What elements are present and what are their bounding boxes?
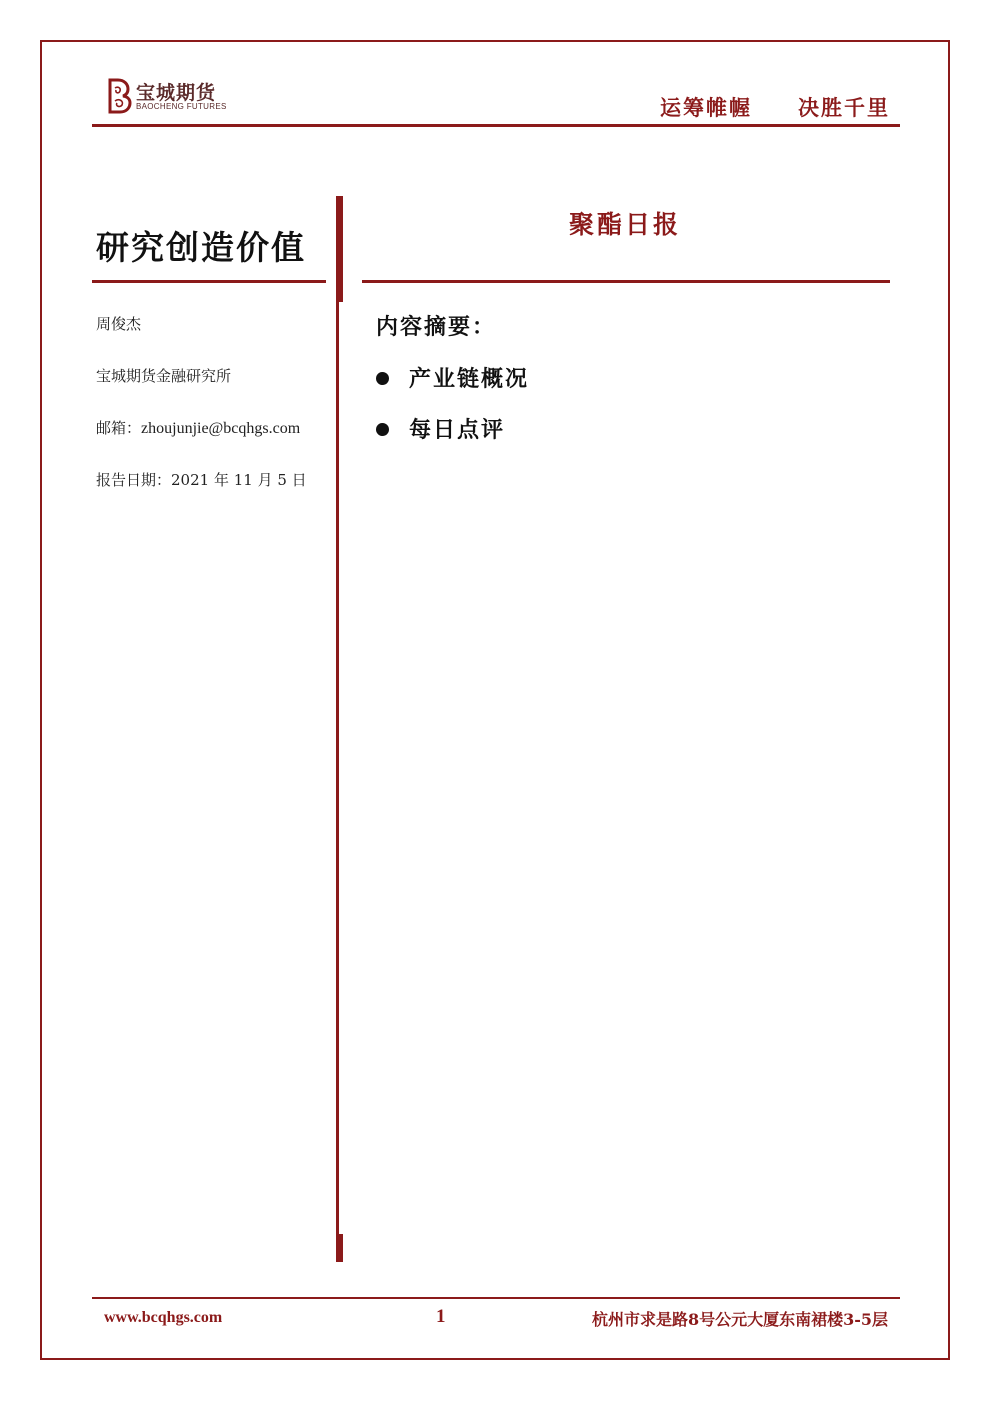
company-logo bbox=[106, 78, 246, 118]
column-divider-top-cap bbox=[336, 196, 343, 302]
author-name: 周俊杰 bbox=[96, 315, 142, 333]
left-title-underline bbox=[92, 280, 326, 283]
header-divider bbox=[92, 124, 900, 127]
email-address: zhoujunjie@bcqhgs.com bbox=[141, 420, 301, 437]
footer-divider bbox=[92, 1297, 900, 1299]
column-divider-bottom-cap bbox=[336, 1234, 343, 1262]
page-number: 1 bbox=[436, 1306, 446, 1327]
logo-chinese-text: 宝城期货 bbox=[136, 82, 217, 104]
report-date: 报告日期：2021 年 11 月 5 日 bbox=[96, 471, 307, 489]
report-title: 聚酯日报 bbox=[568, 210, 681, 239]
bullet-dot-icon bbox=[376, 423, 389, 436]
institution-name: 宝城期货金融研究所 bbox=[96, 367, 232, 385]
column-divider bbox=[336, 196, 339, 1260]
bullet-text: 产业链概况 bbox=[409, 366, 530, 392]
summary-bullet-item bbox=[376, 362, 529, 393]
bullet-dot-icon bbox=[376, 372, 389, 385]
email-label: 邮箱： bbox=[96, 419, 142, 437]
report-title-underline bbox=[362, 280, 890, 283]
slogan-part-2: 决胜千里 bbox=[798, 95, 890, 120]
baocheng-logo-icon bbox=[106, 78, 132, 114]
bullet-text: 每日点评 bbox=[409, 417, 506, 443]
summary-bullet-item bbox=[376, 413, 505, 444]
footer-address: 杭州市求是路8号公元大厦东南裙楼3-5层 bbox=[591, 1310, 888, 1329]
slogan-part-1: 运筹帷幄 bbox=[660, 95, 752, 120]
logo-english-text: BAOCHENG FUTURES bbox=[136, 102, 227, 111]
email-line bbox=[96, 417, 300, 438]
header-slogan bbox=[660, 92, 890, 122]
left-column-title: 研究创造价值 bbox=[96, 228, 306, 267]
summary-heading: 内容摘要： bbox=[376, 314, 497, 340]
footer-website-link[interactable]: www.bcqhgs.com bbox=[104, 1309, 223, 1326]
